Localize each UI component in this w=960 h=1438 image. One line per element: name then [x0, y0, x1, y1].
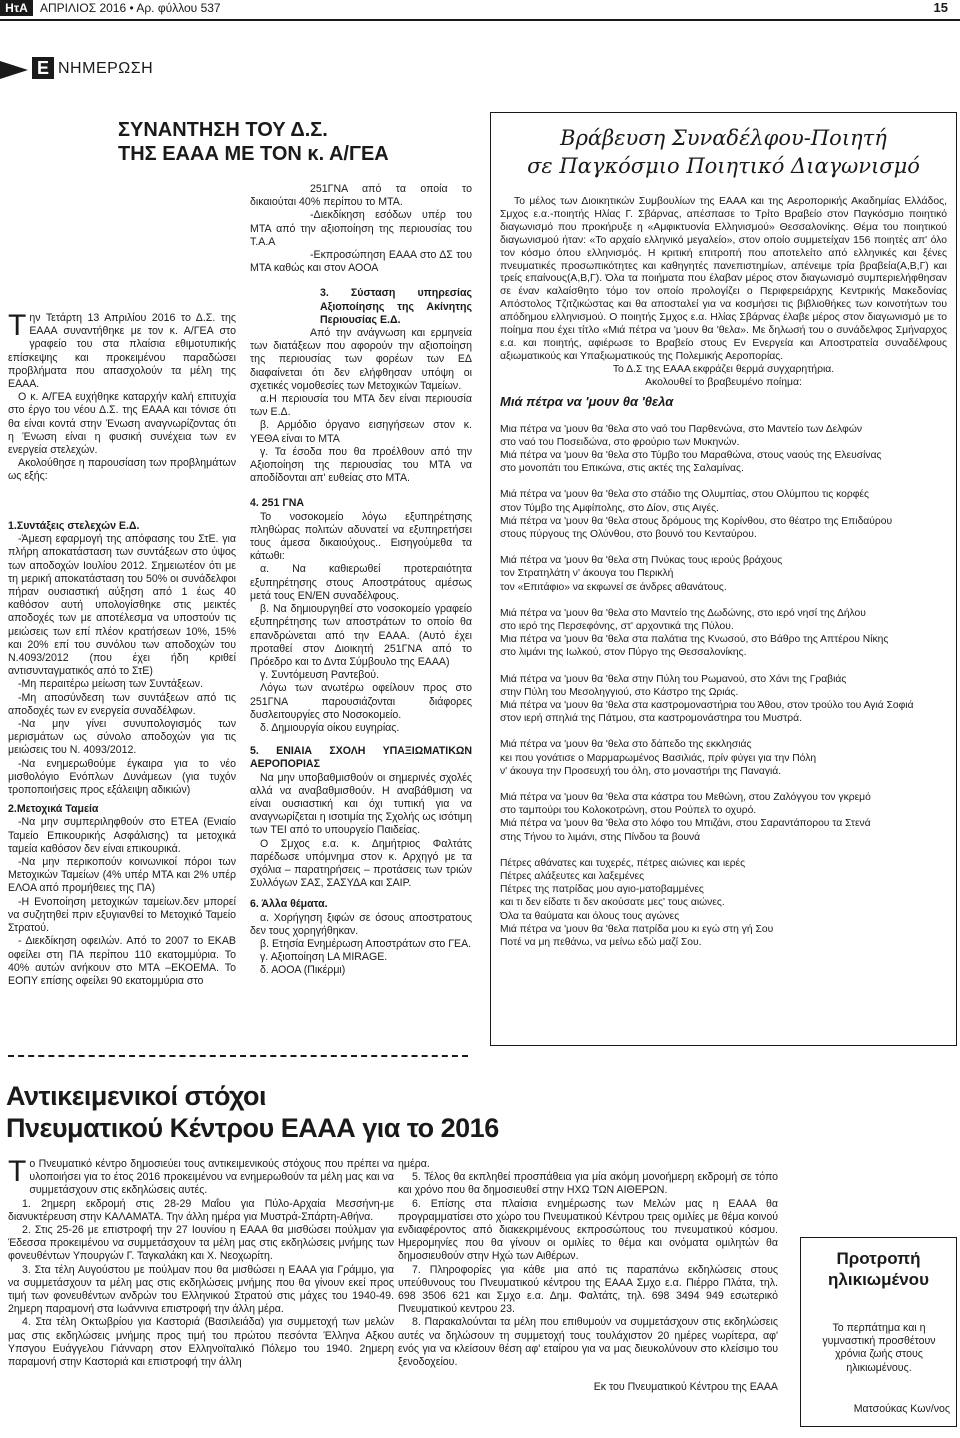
subheading: 1.Συντάξεις στελεχών Ε.Δ. [8, 520, 140, 532]
paragraph: Ο κ. Α/ΓΕΑ ευχήθηκε καταρχήν καλή επιτυχία στο έργο του νέου Δ.Σ. της ΕΑΑΑ και τόνισε ότι θα είναι κοντά στην Ένωση αναγνωρίζοντας ότι η Ένωση είναι η φυσική συνέχεια των εν ενεργεία στελεχών. [8, 391, 236, 457]
paragraph: 1. 2ημερη εκδρομή στις 28-29 Μαΐου για Πύλο-Αρχαία Μεσσήνη-με διανυκτέρευση στην ΚΑΛΑΜΑΤΑ. Την άλλη ημέρα για Μυστρά-Σπάρτη-Αθήνα. [8, 1197, 394, 1223]
side-box-signature: Ματσούκας Κων/νος [853, 1403, 950, 1415]
page-number: 15 [933, 0, 948, 15]
paragraph: 3. Στα τέλη Αυγούστου με πούλμαν που θα μισθώσει η ΕΑΑΑ για Γράμμο, για να συμμετάσχουν τα μέλη μας στις εκδηλώσεις μνήμης που θα γίνουν εκεί προς τιμή των φονευθέντων ανδρών του Ελληνικού Στρατού στις μάχες του 1940-49. 2ημερη παραμονή στα Ιωάννινα επιστροφή την άλλη μέρα. [8, 1263, 394, 1316]
poem-line: Μιά πέτρα να 'μουν θα 'θελα στην Πύλη του Ρωμανού, στο Χάνι της Γραβιάς [500, 673, 847, 685]
side-box-title [800, 1248, 957, 1290]
paragraph: δ. Δημιουργία οίκου ευγηρίας. [260, 721, 400, 734]
poem-stanza [500, 554, 947, 594]
award-body [500, 196, 947, 962]
award-title-line1: Βράβευση Συναδέλφου-Ποιητή [560, 126, 887, 150]
goals-column-2 [398, 1158, 778, 1394]
award-title [490, 124, 957, 180]
paragraph: -Μη αποσύνδεση των συντάξεων από τις αποδοχές των εν ενεργεία συναδέλφων. [8, 691, 236, 717]
paragraph: -Εκπροσώπηση ΕΑΑΑ στο ΔΣ του ΜΤΑ καθώς και στον ΑΟΟΑ [250, 249, 472, 275]
paragraph: γ. Αξιοποίηση LA MIRAGE. [260, 951, 388, 964]
paragraph: -Μη περαιτέρω μείωση των Συντάξεων. [18, 678, 204, 691]
paragraph: - Διεκδίκηση οφειλών. Από το 2007 το ΕΚΑΒ οφείλει στη ΠΑ περίπου 110 εκατομμύρια. Το 40% αυτών ανήκουν στο ΜΤΑ –ΕΚΟΕΜΑ. Το ΕΟΠΥ επίσης οφείλει 90 εκατομμύρια στο [8, 935, 236, 987]
paragraph: α.Η περιουσία του ΜΤΑ δεν είναι περιουσία των Ε.Δ. [250, 393, 472, 419]
article-title-line1: ΣΥΝΑΝΤΗΣΗ ΤΟΥ Δ.Σ. [118, 119, 328, 141]
goals-column-1 [8, 1155, 394, 1369]
paragraph: γ. Συντόμευση Ραντεβού. [260, 669, 380, 682]
paragraph: 4. Στα τέλη Οκτωβρίου για Καστοριά (Βασιλειάδα) για συμμετοχή των μελών μας στις εκδηλώσεις μνήμης προς τιμή του πρώτου πεσόντα Έλληνα Αξκου Υπσγου Ευάγγελου Γιάνναρη στον Ελληνοϊταλικό Πόλεμο του 1940. 2ημερη παραμονή στην Καστοριά και επιστροφή την άλλη [8, 1316, 394, 1369]
article-column-1 [8, 309, 236, 484]
paragraph: -Να μην γίνει συνυπολογισμός των μερισμάτων ως σύνολο αποδοχών για τις μειώσεις του Ν. 4093/2012. [8, 718, 236, 757]
poem-line: Ποτέ να μη πεθάνω, να μείνω εδώ μαζί Σου. [500, 937, 702, 948]
goals-title-line1: Αντικειμενικοί στόχοι [6, 1081, 267, 1111]
paragraph: 6. Επίσης στα πλαίσια ενημέρωσης των Μελών μας η ΕΑΑΑ θα προγραμματίσει στο χώρο του Πνευματικού Κέντρου τρεις ομιλίες με θέμα κοινού ενδιαφέροντος από διακεκριμένους εκπροσώπους του πνευματικού κόσμου. Ημερομηνίες που θα γίνουν οι ομιλίες το θέμα και ονόματα ομιλητών θα δημοσιευθούν στην Ηχώ των Αιθέρων. [398, 1197, 778, 1263]
paragraph: α. Χορήγηση ξιφών σε όσους αποστρατους δεν τους χορηγήθηκαν. [250, 911, 472, 937]
paragraph: Το μέλος των Διοικητικών Συμβουλίων της ΕΑΑΑ και της Αεροπορικής Ακαδημίας Ελλάδος, Σμχος ε.α.-ποιητής Ηλίας Γ. Σβάρνας, απέσπασε το Τρίτο Βραβείο στον Παγκόσμιο ποιητικό διαγωνισμό που προκήρυξε η «Αμφικτυονία Ελληνισμού» Θεσσαλονίκης. Θέμα του ποιητικού διαγωνισμού ήταν: «Το αρχαίο ελληνικό μεγαλείο», στον οποίο συμμετείχαν 156 ποιητές απ' όλο τον κόσμο όπου ελληνισμός. Η κριτική επιτροπή που αποτελείτο από ελληνικές και ξένες πνευματικές προσωπικότητες και καθηγητές πανεπιστημίων, απένειμε τρία βραβεία(Α,Β,Γ) και τρείς επαίνους(Α,Β,Γ). Όλα τα ποιήματα που έλαβαν μέρος στον διαγωνισμό συμπεριελήφθησαν σε έναν καλαίσθητο τόμο τον οποίο προλογίζει ο Περιφερειάρχης Κεντρικής Μακεδονίας Απόστολος Τζιτζικώστας και θα αποσταλεί για να κοσμήσει τις βιβλιοθήκες των κοινοτήτων του απόδημου ελληνισμού. Ο ποιητής Σμχος ε.α. Ηλίας Σβάρνας έλαβε μέρος στον διαγωνισμό με το ποίημα που έχει τίτλο «Μιά πέτρα να 'μουν θα 'θελα». Με δηλωσή του ο συνάδελφος Σμήναρχος ε.α. και ποιητής, αφιέρωσε το Βραβείο στους Εν Ενεργεία και Αποστρατεία συναδέλφους αξιωματικούς και Υπαξιωματικούς της Πολεμικής Αεροπορίας. [500, 196, 947, 362]
poem-line: στους πύργους της Ολύνθου, στο βουνό του Κενταύρου. [500, 528, 757, 540]
paragraph: α. Να καθιερωθεί προτεραιότητα εξυπηρέτησης στους Αποστράτους αμέσως μετά τους ΕΝ/ΕΝ συναδέλφους. [250, 563, 472, 602]
paragraph: Το νοσοκομείο λόγω εξυπηρέτησης πληθώρας πολιτών αδυνατεί να εξυπηρετήσει τους άμεσα δικαιούχους.. Εισηγούμεθα τα κάτωθι: [250, 510, 472, 563]
poem-stanza [500, 738, 947, 778]
dashed-divider [8, 1055, 468, 1057]
paragraph: -Να ενημερωθούμε έγκαιρα για το νέο μισθολόγιο Ενόπλων Δυνάμεων (για τυχόν τροποποιήσεις προς εξάλειψη αδικιών) [8, 757, 236, 797]
poem-line: Μιά πέτρα να 'μουν θα 'θελα στο δάπεδο της εκκλησιάς [500, 739, 752, 751]
poem-line: Μιά πέτρα να 'μουν θα 'θελα στο στάδιο της Ολυμπίας, στου Ολύμπου τις κορφές [500, 489, 869, 501]
section-letter: Ε [32, 57, 54, 79]
poem-line: στην Πύλη του Μεσοληγγιού, στο Κάστρο της Ωριάς. [500, 686, 739, 698]
poem-line: Πέτρες της πατρίδας μου αγιο-ματοβαμμένες [500, 884, 704, 896]
issue-info: ΑΠΡΙΛΙΟΣ 2016 • Αρ. φύλλου 537 [40, 1, 221, 15]
poem-line: Μιά πέτρα να 'μουν θα 'θελα πατρίδα μου κι εγώ στη γή Σου [500, 923, 774, 935]
paragraph: 2. Στις 25-26 με επιστροφή την 27 Ιουνίου η ΕΑΑΑ θα μισθώσει πούλμαν για Έδεσσα προκειμένου να συμμετάσχουν τα μέλη μας στις εκδηλώσεις μνήμης των φονευθέντων Υπουργών Γ. Ταγκαλάκη και Χ. Νεοχωρίτη. [8, 1224, 394, 1263]
follows-line: Ακολουθεί το βραβευμένο ποίημα: [645, 376, 802, 388]
poem-line: Μια πέτρα να 'μουν θα 'θελα στα παλάτια της Κνωσού, στο Βάθρο της Απτέρου Νίκης [500, 634, 889, 646]
paragraph: -Διεκδίκηση εσόδων υπέρ του ΜΤΑ από την αξιοποίηση της περιουσίας του Τ.Α.Α [250, 209, 472, 248]
paragraph: -Να μην συμπεριληφθούν στο ΕΤΕΑ (Ενιαίο Ταμείο Επικουρικής Ασφάλισης) τα μετοχικά ταμεία καθόσον δεν είναι επικουρικά. [8, 816, 236, 855]
poem-line: στο μονοπάτι του Επικώνα, στις ακτές της Σαλαμίνας. [500, 463, 744, 475]
paragraph: -Η Ενοποίηση μετοχικών ταμείων.δεν μπορεί να συζητηθεί πριν εξυγιανθεί το Μετοχικό Ταμείο Στρατού. [8, 895, 236, 935]
poem-line: στο ναό του Ποσειδώνα, στο φρούριο των Μυκηνών. [500, 436, 740, 448]
article-title [118, 118, 389, 166]
poem-line: κει που γονάτισε ο Μαρμαρωμένος Βασιλιάς, πρίν φύγει για την Πόλη [500, 752, 817, 764]
section-arrow-icon [0, 61, 28, 79]
poem-line: Μιά πέτρα να 'μουν θα 'θελα στα κάστρα του Μεθώνη, στου Ζαλόγγου τον γκρεμό [500, 791, 871, 803]
poem-stanza [500, 857, 947, 949]
subheading: 3. Σύσταση υπηρεσίας Αξιοποίησης της Ακίνητης Περιουσίας Ε.Δ. [320, 287, 472, 326]
paragraph: 251ΓΝΑ από τα οποία το δικαιούται 40% περίπου το ΜΤΑ. [250, 183, 472, 209]
subheading: 4. 251 ΓΝΑ [250, 497, 305, 510]
poem-line: στον Τύμβο της Αμφίπολης, στο Δίον, στις Αιγές. [500, 502, 719, 514]
paragraph: ο Πνευματικό κέντρο δημοσιεύει τους αντικειμενικούς στόχους που πρέπει να υλοποιήσει για το έτος 2016 προκειμένου να ενημερωθούν τα μέλη μας και να συμμετάσχουν στις εκδηλώσεις αυτές. [29, 1158, 394, 1197]
poem-title: Μιά πέτρα να 'μουν θα 'θελα [500, 393, 674, 409]
paragraph: ημέρα. [398, 1158, 430, 1170]
goals-title [0, 1080, 560, 1144]
poem-stanza [500, 488, 947, 541]
newspaper-logo: ΗτΑ [0, 0, 33, 16]
drop-cap: Τ [8, 1155, 27, 1188]
drop-cap: Τ [8, 309, 27, 342]
section-label: ΝΗΜΕΡΩΣΗ [58, 60, 154, 77]
paragraph: -Να μην περικοπούν κοινωνικοί πόροι των Μετοχικών Ταμείων (4% υπέρ ΜΤΑ και 2% υπέρ ΕΛΟΑ από προμήθειες της ΠΑ) [8, 856, 236, 895]
paragraph: Από την ανάγνωση και ερμηνεία των διατάξεων που αφορούν την αξιοποίηση της περιουσίας των φορέων των ΕΔ διαφαίνεται ότι δεν ελήφθησαν υπόψη οι σχετικές νομοθεσίες των Μετοχικών Ταμείων. [250, 327, 472, 392]
poem-line: Μιά πέτρα να 'μουν θα 'θελα στα καστρομοναστήρια του Άθου, στον τρούλο του Αγιά Σοφιά [500, 699, 914, 711]
poem-line: ν' άκουγα την Προσευχή του όλη, στο μοναστήρι της Παναγιά. [500, 765, 782, 777]
paragraph: 5. Τέλος θα εκπληθεί προσπάθεια για μία ακόμη μονοήμερη εκδρομή σε τόπο και χρόνο που θα δημοσιευθεί στην ΗΧΩ ΤΩΝ ΑΙΘΕΡΩΝ. [398, 1171, 778, 1197]
poem-stanza [500, 791, 947, 844]
poem-line: στο λιμάνι της Ιωλκού, στον Πύργο της Θεσσαλονίκης. [500, 647, 747, 659]
article-title-line2: ΤΗΣ ΕΑΑΑ ΜΕ ΤΟΝ κ. Α/ΓΕΑ [118, 143, 389, 165]
subheading: 5. ΕΝΙΑΙΑ ΣΧΟΛΗ ΥΠΑΞΙΩΜΑΤΙΚΩΝ ΑΕΡΟΠΟΡΙΑΣ [250, 745, 472, 771]
top-rule [0, 19, 960, 21]
paragraph: β. Να δημιουργηθεί στο νοσοκομείο γραφείο εξυπηρέτησης των αποστράτων το οποίο θα επανδρώνεται από την ΕΑΑΑ. (Αυτό έχει προταθεί στον Διοικητή 251ΓΝΑ από το Πρόεδρο και το Δντα Σύμβουλο της ΕΑΑΑ) [250, 603, 472, 668]
poem-stanza [500, 607, 947, 660]
side-title-line2: ηλικιωμένου [828, 1270, 929, 1289]
poem-line: Μιά πέτρα να 'μουν θα 'θελα στο Μαντείο της Δωδώνης, στο ιερό νησί της Δήλου [500, 607, 866, 619]
poem-line: Μιά πέτρα να 'μουν θα 'θελα στο Τύμβο του Μαραθώνα, στους ναούς της Ελευσίνας [500, 449, 882, 461]
side-box-body: Το περπάτημα και η γυμναστική προσθέτουν χρόνια ζωής στους ηλικιωμένους. [822, 1322, 936, 1374]
poem-line: Όλα τα θαύματα και όλους τους αγώνες [500, 910, 680, 922]
poem-line: Πέτρες αθάνατες και τυχερές, πέτρες αιώνιες και ιερές [500, 857, 746, 869]
paragraph: γ. Τα έσοδα που θα προέλθουν από την Αξιοποίηση της περιουσίας του ΜΤΑ να αποδίδονται απ' ευθείας στο ΜΤΑ. [250, 445, 472, 485]
goals-title-line2: Πνευματικού Κέντρου ΕΑΑΑ για το 2016 [6, 1113, 499, 1143]
award-title-line2: σε Παγκόσμιο Ποιητικό Διαγωνισμό [527, 154, 920, 178]
poem-stanza [500, 423, 947, 476]
paragraph: β. Ετησία Ενημέρωση Αποστράτων στο ΓΕΑ. [260, 937, 472, 950]
poem-line: Μιά πέτρα να 'μουν θα 'θελα στη Πνύκας τους ιερούς βράχους [500, 555, 783, 567]
poem-line: τον Στρατηλάτη ν' άκουγα του Περικλή [500, 568, 674, 580]
paragraph: β. Αρμόδιο όργανο εισηγήσεων στον κ. ΥΕΘΑ είναι το ΜΤΑ [250, 419, 472, 445]
poem [500, 423, 947, 950]
paragraph: δ. ΑΟΟΑ (Πικέρμι) [260, 964, 346, 977]
congrats-line: Το Δ.Σ της ΕΑΑΑ εκφράζει θερμά συγχαρητήρια. [612, 363, 835, 375]
poem-line: στον ιερή σπηλιά της Πάτμου, στα καστρομονάστηρα του Μυστρά. [500, 713, 802, 725]
paragraph: Λόγω των ανωτέρω οφείλουν προς στο 251ΓΝΑ παρουσιάζονται διάφορες δυσλειτουργίες στο Νοσοκομείο. [250, 682, 472, 721]
poem-line: Μιά πέτρα να 'μουν θα 'θελα στους δρόμους της Κορίνθου, στο θέατρο της Επιδαύρου [500, 515, 893, 527]
paragraph: 8. Παρακαλούνται τα μέλη που επιθυμούν να συμμετάσχουν στις εκδηλώσεις αυτές να δηλώσουν τη συμμετοχή τους τουλάχιστον 20 ημέρες νωρίτερα, αφ' ενός για να κλείσουν θέση αφ' εταίρου για να μας διευκολύνουν στο κλείσιμο του ξενοδοχείου. [398, 1316, 778, 1369]
paragraph: Να μην υποβαθμισθούν οι σημερινές σχολές αλλά να αναβαθμισθούν. Η αναβάθμιση να είναι ουσιαστική και όχι τυπική για να αναγνωρίζεται η ισοτιμία της Σχολής ως ισότιμη των ΤΕΙ από το υπουργείο Παιδείας. [250, 771, 472, 837]
paragraph: ην Τετάρτη 13 Απριλίου 2016 το Δ.Σ. της ΕΑΑΑ συναντήθηκε με τον κ. Α/ΓΕΑ στο γραφείο του στα πλαίσια εθιμοτυπικής επίσκεψης και προκειμένου παραδώσει προβλήματα που απασχολούν τα μέλη της ΕΑΑΑ. [8, 312, 236, 391]
poem-line: Μιά πέτρα να 'μουν θα 'θελα στο λόφο του Μπιζάνι, στου Σαραντάπορου τα Στενά [500, 818, 871, 830]
poem-line: Μια πέτρα να 'μουν θα 'θελα στο ναό του Παρθενώνα, στο Μαντείο των Δελφών [500, 423, 863, 435]
article-column-1b [8, 520, 236, 988]
poem-stanza [500, 673, 947, 726]
paragraph: Ακολούθησε η παρουσίαση των προβλημάτων ως εξής: [8, 457, 236, 483]
poem-line: Πέτρες αλάξευτες και λαξεμένες [500, 870, 645, 882]
poem-line: στης Τήνου το λιμάνι, στης Πίνδου τα βουνά [500, 831, 701, 843]
paragraph: Ο Σμχος ε.α. κ. Δημήτριος Φαλτάτς παρέδωσε υπόμνημα στον κ. Αρχηγό με τα σχόλια – παρατηρήσεις – προτάσεις των τριών Συλλόγων ΣΑΣ, ΣΑΣΥΔΑ και ΣΑΙΡ. [250, 837, 472, 890]
goals-signature: Εκ του Πνευματικού Κέντρου της ΕΑΑΑ [593, 1381, 778, 1394]
subheading: 2.Μετοχικά Ταμεία [8, 803, 99, 816]
poem-line: στο ταμπούρι του Κολοκοτρώνη, στου Ρούπελ το οχυρό. [500, 805, 757, 817]
paragraph: -Άμεση εφαρμογή της απόφασης του ΣτΕ. για πλήρη αποκατάσταση των συντάξεων στο ύψος των αποδοχών Ιουλίου 2012. Σημειωτέον ότι με τη μερική αποκατάσταση του 50% οι συνάδελφοι πήραν ουσιαστική αύξηση από 1 έως 40 καθόσον αυτή υπολογίσθηκε στις μεικτές αποδοχές των με αποτέλεσμα να υποστούν τις μειώσεις των επί πλέον κρατήσεων 10%, 15% και 20% επί του συνόλου των αποδοχών του Ν.4093/2012 (που έχει ήδη κριθεί αντισυνταγματικός από το ΣτΕ) [8, 533, 236, 678]
paragraph: 7. Πληροφορίες για κάθε μια από τις παραπάνω εκδηλώσεις στους υπεύθυνους του Πνευματικού κέντρου της ΕΑΑΑ Σμχο ε.α. Πιέρρο Πλάτα, τηλ. 698 3506 621 και Σμχο ε.α. Δημ. Φαλτάτς, τηλ. 698 3494 949 εσωτερικό Πνευματικού κεντρου 23. [398, 1263, 778, 1316]
poem-line: τον «Επιτάφιο» να εκφωνεί σε άνδρες αθανάτους. [500, 581, 727, 593]
side-title-line1: Προτροπή [836, 1249, 921, 1268]
subheading: 6. Άλλα θέματα. [250, 898, 328, 911]
poem-line: και τι δεν είδατε τι δεν ακούσατε μες' τους αιώνες. [500, 897, 725, 909]
article-column-2 [250, 183, 472, 978]
poem-line: στο ιερό της Περσεφόνης, στ' αρχοντικά της Πύλου. [500, 620, 734, 632]
